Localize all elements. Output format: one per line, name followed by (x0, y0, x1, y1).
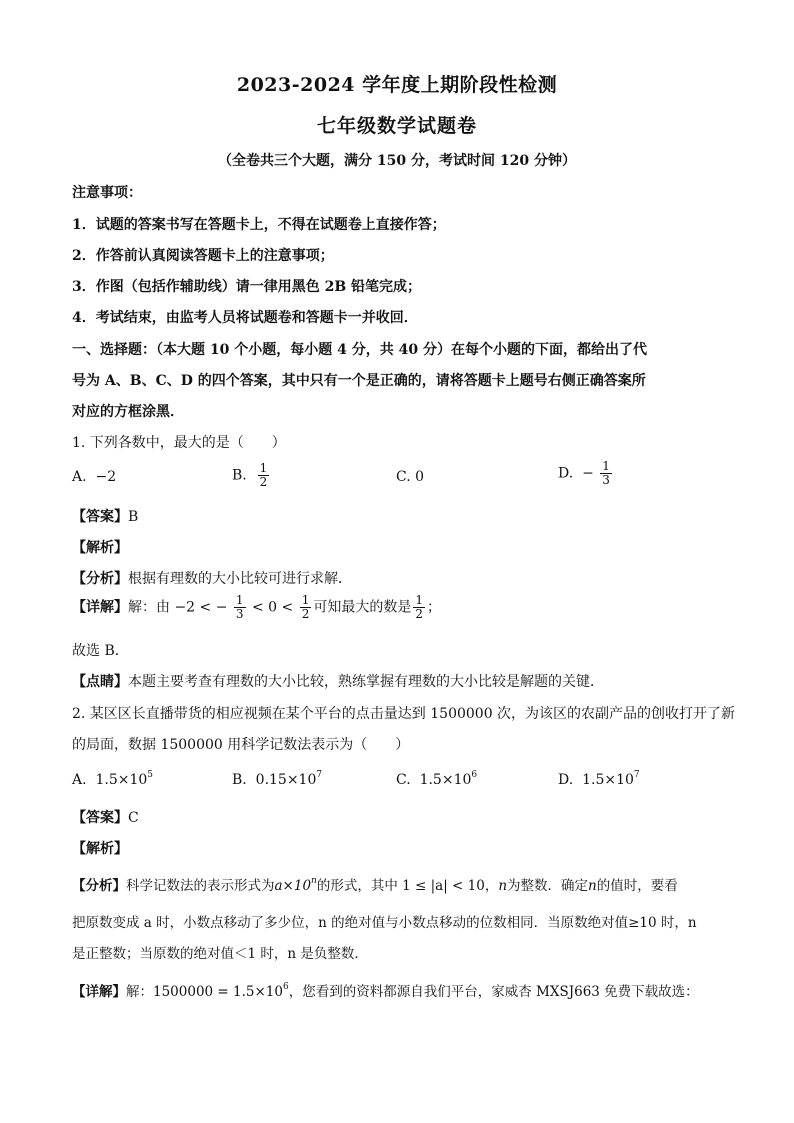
q2-fenxi-line-2: 把原数变成 a 时，小数点移动了多少位，n 的绝对值与小数点移动的位数相同．当原数绝对值≥10 时，n (72, 915, 697, 931)
q1-option-a: A. −2 (72, 469, 117, 485)
q1-option-b-fraction: $\frac{1}{2}$ (259, 461, 268, 489)
q1-option-c: C. 0 (396, 469, 425, 485)
q1-option-d: D. − $\frac{1}{3}$ (558, 459, 610, 487)
q1-detail-fraction-2: $\frac{1}{2}$ (301, 593, 310, 621)
q2-detail: 【详解】解：$1500000 = 1.5\times 10^6$，您看到的资料都源自我们平台，家威杏 MXSJ663 免费下载故选： (72, 982, 699, 1000)
q1-comment: 【点睛】本题主要考查有理数的大小比较，熟练掌握有理数的大小比较是解题的关键． (72, 674, 604, 690)
q1-analysis-tag: 【解析】 (72, 540, 128, 556)
q1-conclusion: 故选 B． (72, 643, 129, 659)
q1-detail-fraction-3: $\frac{1}{2}$ (415, 593, 424, 621)
q1-option-b: B. $\frac{1}{2}$ (232, 461, 268, 489)
notice-heading: 注意事项： (72, 185, 142, 201)
q1-option-d-fraction: $\frac{1}{3}$ (602, 459, 610, 487)
q1-detail-fraction-1: $\frac{1}{3}$ (235, 593, 244, 621)
q2-stem-line-2: 的局面，数据 1500000 用科学记数法表示为（ ） (72, 737, 410, 753)
q2-option-d: D. $1.5\times 10^7$ (558, 770, 640, 788)
exam-note: （全卷共三个大题，满分 150 分，考试时间 120 分钟） (218, 153, 576, 169)
notice-item-4: 4．考试结束，由监考人员将试题卷和答题卡一并收回． (72, 310, 418, 326)
q1-fenxi: 【分析】根据有理数的大小比较可进行求解． (72, 571, 352, 587)
q2-answer: 【答案】C (72, 810, 139, 826)
q1-stem: 1. 下列各数中，最大的是（ ） (72, 435, 286, 451)
exam-title: 2023-2024 学年度上期阶段性检测 (236, 74, 558, 96)
section1-line-3: 对应的方框涂黑． (72, 404, 184, 420)
q2-option-b: B. $0.15\times 10^7$ (232, 770, 323, 788)
section1-line-1: 一、选择题：（本大题 10 个小题，每小题 4 分，共 40 分）在每个小题的下面，都给出了代 (72, 342, 647, 358)
notice-item-3: 3．作图（包括作辅助线）请一律用黑色 2B 铅笔完成； (72, 279, 422, 295)
q2-fenxi-line-1: 【分析】科学记数法的表示形式为$a\times 10^n$的形式，其中 1 ≤ |a| < 10，n为整数．确定n的值时，要看 (72, 876, 678, 894)
q1-answer: 【答案】B (72, 509, 139, 525)
q2-option-c: C. $1.5\times 10^6$ (396, 770, 478, 788)
notice-item-1: 1．试题的答案书写在答题卡上，不得在试题卷上直接作答； (72, 217, 446, 233)
q2-option-a: A. $1.5\times 10^5$ (72, 770, 154, 788)
q2-stem-line-1: 2. 某区区长直播带货的相应视频在某个平台的点击量达到 1500000 次，为该区的农副产品的创收打开了新 (72, 706, 736, 722)
q1-detail: 【详解】解：由 −2 < − $\frac{1}{3}$ < 0 < $\frac{1}{2}$ 可知最大的数是 $\frac{1}{2}$ ； (72, 593, 442, 621)
q2-fenxi-line-3: 是正整数；当原数的绝对值＜1 时，n 是负整数． (72, 946, 368, 962)
section1-line-2: 号为 A、B、C、D 的四个答案，其中只有一个是正确的，请将答题卡上题号右侧正确答案所 (72, 373, 646, 389)
exam-subtitle: 七年级数学试题卷 (316, 115, 477, 137)
notice-item-2: 2．作答前认真阅读答题卡上的注意事项； (72, 248, 334, 264)
q2-analysis-tag: 【解析】 (72, 841, 128, 857)
